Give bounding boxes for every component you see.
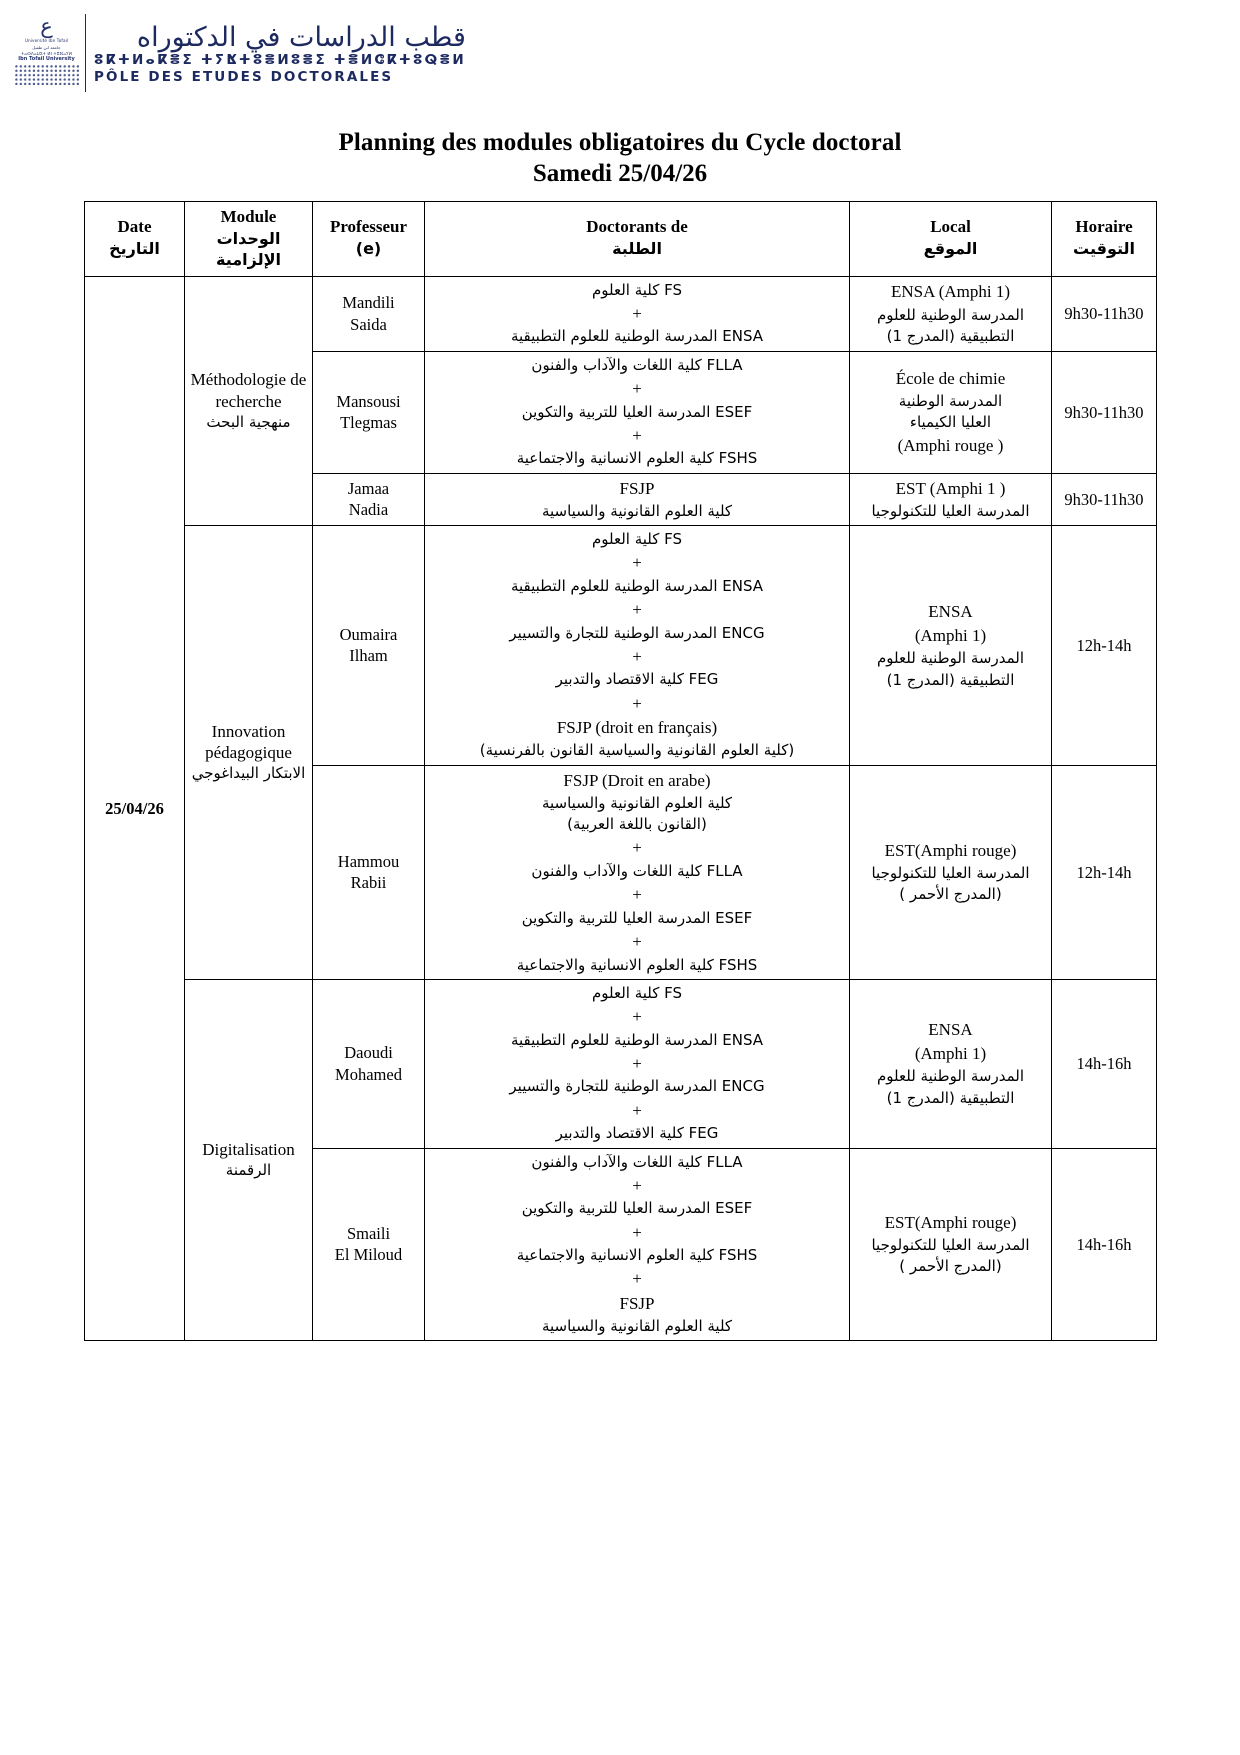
cell-date: 25/04/26 xyxy=(85,276,185,1341)
cell-professor: Hammou Rabii xyxy=(313,765,425,979)
cell-module xyxy=(185,979,313,1341)
column-header-module xyxy=(185,202,313,277)
doctorants-line: كلية العلوم القانونية والسياسية xyxy=(541,501,733,520)
table-head xyxy=(85,202,1157,277)
cell-local xyxy=(850,276,1052,351)
doctorants-line: ENSA المدرسة الوطنية للعلوم التطبيقية xyxy=(510,576,764,595)
local-line: المدرسة الوطنية للعلوم xyxy=(877,1067,1024,1086)
module-name-ar: الابتكار البيداغوجي xyxy=(191,764,306,783)
column-header-local-fr: Local xyxy=(930,217,971,237)
university-name-fr: Université Ibn Tofail xyxy=(24,38,69,43)
doctorants-line: FSJP xyxy=(619,1293,655,1313)
cell-horaire: 14h-16h xyxy=(1052,979,1157,1148)
column-header-date-ar: التاريخ xyxy=(109,239,160,259)
doctorants-line: ENSA المدرسة الوطنية للعلوم التطبيقية xyxy=(510,327,764,346)
cell-professor: Jamaa Nadia xyxy=(313,473,425,525)
doctorants-line: + xyxy=(632,693,642,713)
cell-doctorants xyxy=(425,1148,850,1341)
doctorants-line: + xyxy=(632,1007,642,1027)
module-name-ar: الرقمنة xyxy=(225,1161,272,1180)
university-name-en: Ibn Tofail University xyxy=(18,56,75,63)
local-line: École de chimie xyxy=(895,368,1006,388)
doctorants-line: + xyxy=(632,1222,642,1242)
doctorants-line: + xyxy=(632,379,642,399)
doctorants-line: ESEF المدرسة العليا للتربية والتكوين xyxy=(521,908,753,927)
doctorants-line: FSHS كلية العلوم الانسانية والاجتماعية xyxy=(516,449,758,468)
cell-doctorants xyxy=(425,276,850,351)
cell-local xyxy=(850,473,1052,525)
cell-horaire: 14h-16h xyxy=(1052,1148,1157,1341)
university-name-tifinagh: ⵜⴰⵙⴷⴰⵡⵉⵜ ⵍⵏ ⵜⵓⴼⴰⵢⵍ xyxy=(20,51,73,57)
local-line: (Amphi rouge ) xyxy=(897,435,1004,455)
module-name-fr: Méthodologie de recherche xyxy=(190,370,307,411)
doctorants-line: + xyxy=(632,885,642,905)
local-line: (المدرج الأحمر ) xyxy=(899,1257,1002,1276)
doctorants-line: FSHS كلية العلوم الانسانية والاجتماعية xyxy=(516,955,758,974)
cell-professor: Mandili Saida xyxy=(313,276,425,351)
local-line: ENSA xyxy=(928,601,973,621)
local-line: المدرسة العليا للتكنولوجيا xyxy=(871,501,1030,520)
local-line: EST(Amphi rouge) xyxy=(884,1213,1017,1233)
local-line: التطبيقية (المدرج 1) xyxy=(886,1088,1015,1107)
doctorants-line: كلية العلوم القانونية والسياسية xyxy=(541,793,733,812)
column-header-horaire xyxy=(1052,202,1157,277)
cell-local xyxy=(850,1148,1052,1341)
column-header-professeur-fr: Professeur xyxy=(329,217,408,237)
doctorants-line: + xyxy=(632,646,642,666)
doctorants-line: FS كلية العلوم xyxy=(591,983,683,1002)
doctorants-line: + xyxy=(632,932,642,952)
doctorants-line: + xyxy=(632,600,642,620)
local-line: (المدرج الأحمر ) xyxy=(899,885,1002,904)
column-header-date-fr: Date xyxy=(117,217,152,237)
doctorants-line: FSJP (Droit en arabe) xyxy=(563,770,711,790)
local-line: EST (Amphi 1 ) xyxy=(895,478,1006,498)
doctorants-line: ESEF المدرسة العليا للتربية والتكوين xyxy=(521,1199,753,1218)
column-header-professeur xyxy=(313,202,425,277)
local-line: ENSA xyxy=(928,1020,973,1040)
pole-title-arabic: قطب الدراسات في الدكتوراه xyxy=(136,22,466,53)
doctorants-line: + xyxy=(632,838,642,858)
module-name-fr: Digitalisation xyxy=(202,1140,295,1160)
doctorants-line: ENCG المدرسة الوطنية للتجارة والتسيير xyxy=(509,1077,765,1096)
cell-module xyxy=(185,526,313,980)
doctorants-line: FEG كلية الاقتصاد والتدبير xyxy=(555,1124,719,1143)
doctorants-line: FSJP xyxy=(619,478,655,498)
doctorants-line: FLLA كلية اللغات والآداب والفنون xyxy=(531,1152,743,1171)
doctorants-line: + xyxy=(632,1100,642,1120)
cell-local xyxy=(850,979,1052,1148)
cell-professor: Smaili El Miloud xyxy=(313,1148,425,1341)
cell-local xyxy=(850,765,1052,979)
cell-doctorants xyxy=(425,765,850,979)
doctorants-line: + xyxy=(632,303,642,323)
university-name-ar: جامعة ابن طفيل xyxy=(32,44,61,50)
table-row xyxy=(85,526,1157,766)
cell-horaire: 9h30-11h30 xyxy=(1052,276,1157,351)
schedule-table-wrapper xyxy=(84,201,1156,1341)
doctorants-line: FS كلية العلوم xyxy=(591,530,683,549)
pole-title-tifinagh: ⵓⴽⵜⵍⴰⴽⴻⵉ ⵜⵢⴿⵜⵓⴻⵍⵓⴻⵉ ⵜⴻⵍⵛⴽⵜⵓⵕⴻⵍ xyxy=(94,52,466,69)
doctorants-line: + xyxy=(632,1053,642,1073)
cell-module xyxy=(185,276,313,525)
cell-professor: Mansousi Tlegmas xyxy=(313,351,425,473)
doctorants-line: + xyxy=(632,553,642,573)
pole-title-block xyxy=(94,14,466,85)
logo-dot-pattern xyxy=(15,65,79,87)
institution-logo xyxy=(14,14,1240,92)
cell-doctorants xyxy=(425,979,850,1148)
column-header-module-ar: الوحدات الإلزامية xyxy=(216,229,281,269)
schedule-table xyxy=(84,201,1157,1341)
local-line: المدرسة الوطنية للعلوم xyxy=(877,305,1024,324)
table-row xyxy=(85,276,1157,351)
cell-doctorants xyxy=(425,351,850,473)
column-header-doctorants-ar: الطلبة xyxy=(612,239,662,259)
cell-horaire: 9h30-11h30 xyxy=(1052,473,1157,525)
cell-horaire: 12h-14h xyxy=(1052,765,1157,979)
doctorants-line: ENSA المدرسة الوطنية للعلوم التطبيقية xyxy=(510,1030,764,1049)
page-subtitle: Samedi 25/04/26 xyxy=(532,159,708,187)
local-line: المدرسة العليا للتكنولوجيا xyxy=(871,1236,1030,1255)
column-header-doctorants-fr: Doctorants de xyxy=(586,217,688,237)
table-body xyxy=(85,276,1157,1341)
local-line: المدرسة الوطنية xyxy=(898,391,1003,410)
cell-professor: Daoudi Mohamed xyxy=(313,979,425,1148)
table-row xyxy=(85,979,1157,1148)
cell-horaire: 9h30-11h30 xyxy=(1052,351,1157,473)
cell-local xyxy=(850,351,1052,473)
doctorants-line: + xyxy=(632,1269,642,1289)
local-line: ENSA (Amphi 1) xyxy=(891,282,1010,302)
doctorants-line: ENCG المدرسة الوطنية للتجارة والتسيير xyxy=(509,623,765,642)
column-header-doctorants xyxy=(425,202,850,277)
doctorants-line: كلية العلوم القانونية والسياسية xyxy=(541,1317,733,1336)
cell-horaire: 12h-14h xyxy=(1052,526,1157,766)
module-name-fr: Innovation pédagogique xyxy=(205,721,292,763)
local-line: التطبيقية (المدرج 1) xyxy=(886,670,1015,689)
document-header xyxy=(0,0,1240,92)
cell-local xyxy=(850,526,1052,766)
local-line: العليا الكيمياء xyxy=(909,413,992,432)
pole-title-french: PÔLE DES ETUDES DOCTORALES xyxy=(94,69,394,86)
local-line: EST(Amphi rouge) xyxy=(884,840,1017,860)
doctorants-line: (القانون باللغة العربية) xyxy=(567,815,707,834)
university-crest-icon xyxy=(14,14,86,92)
doctorants-line: (كلية العلوم القانونية والسياسية القانون بالفرنسية) xyxy=(479,741,795,760)
crest-glyph: ع xyxy=(40,14,53,38)
column-header-date xyxy=(85,202,185,277)
doctorants-line: + xyxy=(632,425,642,445)
cell-professor: Oumaira Ilham xyxy=(313,526,425,766)
local-line: التطبيقية (المدرج 1) xyxy=(886,326,1015,345)
column-header-local xyxy=(850,202,1052,277)
doctorants-line: FSHS كلية العلوم الانسانية والاجتماعية xyxy=(516,1246,758,1265)
header-row xyxy=(85,202,1157,277)
doctorants-line: FLLA كلية اللغات والآداب والفنون xyxy=(531,861,743,880)
local-line: المدرسة العليا للتكنولوجيا xyxy=(871,864,1030,883)
column-header-horaire-fr: Horaire xyxy=(1075,217,1133,237)
local-line: (Amphi 1) xyxy=(914,1044,987,1064)
title-block xyxy=(0,128,1240,188)
doctorants-line: FSJP (droit en français) xyxy=(556,718,718,738)
doctorants-line: FEG كلية الاقتصاد والتدبير xyxy=(555,670,719,689)
cell-doctorants xyxy=(425,526,850,766)
doctorants-line: ESEF المدرسة العليا للتربية والتكوين xyxy=(521,402,753,421)
local-line: المدرسة الوطنية للعلوم xyxy=(877,649,1024,668)
doctorants-line: FLLA كلية اللغات والآداب والفنون xyxy=(531,355,743,374)
column-header-local-ar: الموقع xyxy=(923,239,978,259)
column-header-module-fr: Module xyxy=(220,207,277,226)
column-header-professeur-suffix: (e) xyxy=(355,239,382,259)
local-line: (Amphi 1) xyxy=(914,626,987,646)
page-title: Planning des modules obligatoires du Cycle doctoral xyxy=(338,129,902,156)
doctorants-line: + xyxy=(632,1175,642,1195)
column-header-horaire-ar: التوقيت xyxy=(1073,239,1135,259)
module-name-ar: منهجية البحث xyxy=(206,412,291,431)
cell-doctorants xyxy=(425,473,850,525)
doctorants-line: FS كلية العلوم xyxy=(591,280,683,299)
